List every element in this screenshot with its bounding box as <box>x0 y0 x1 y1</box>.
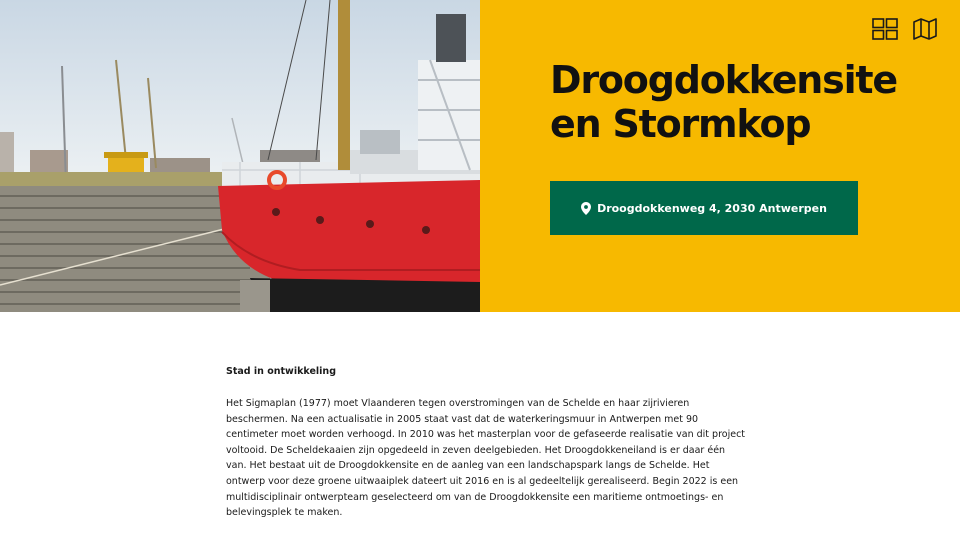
hero-photo <box>0 0 480 312</box>
location-pin-icon <box>581 202 591 215</box>
address-button[interactable] <box>550 181 858 235</box>
article-heading: Stad in ontwikkeling <box>226 366 336 377</box>
view-icons <box>872 18 938 40</box>
article-body: Het Sigmaplan (1977) moet Vlaanderen tegen overstromingen van de Schelde en haar zijrivieren beschermen. Na een actualisatie in 2005 staat vast dat de waterkeringsmuur in Antwerpen met 90 centimeter moet worden verhoogd. In 2010 was het masterplan voor de gefaseerde realisatie van dit project voltooid. De Scheldekaaien zijn opgedeeld in zeven deelgebieden. Het Droogdokkeneiland is er daar één van. Het bestaat uit de Droogdokkensite en de aanleg van een landschapspark langs de Schelde. Het ontwerp voor deze groene uitwaaiplek dateert uit 2016 en is al gedeeltelijk gerealiseerd. Begin 2022 is een multidisciplinair ontwerpteam geselecteerd om van de Droogdokkensite een maritieme ontmoetings- en belevingsplek te maken. <box>226 398 746 519</box>
article <box>226 366 746 521</box>
map-icon[interactable] <box>912 18 938 40</box>
page-title: Droogdokkensite en Stormkop <box>550 58 897 146</box>
title-panel <box>480 0 960 312</box>
grid-icon[interactable] <box>872 18 898 40</box>
address-label: Droogdokkenweg 4, 2030 Antwerpen <box>597 201 827 215</box>
